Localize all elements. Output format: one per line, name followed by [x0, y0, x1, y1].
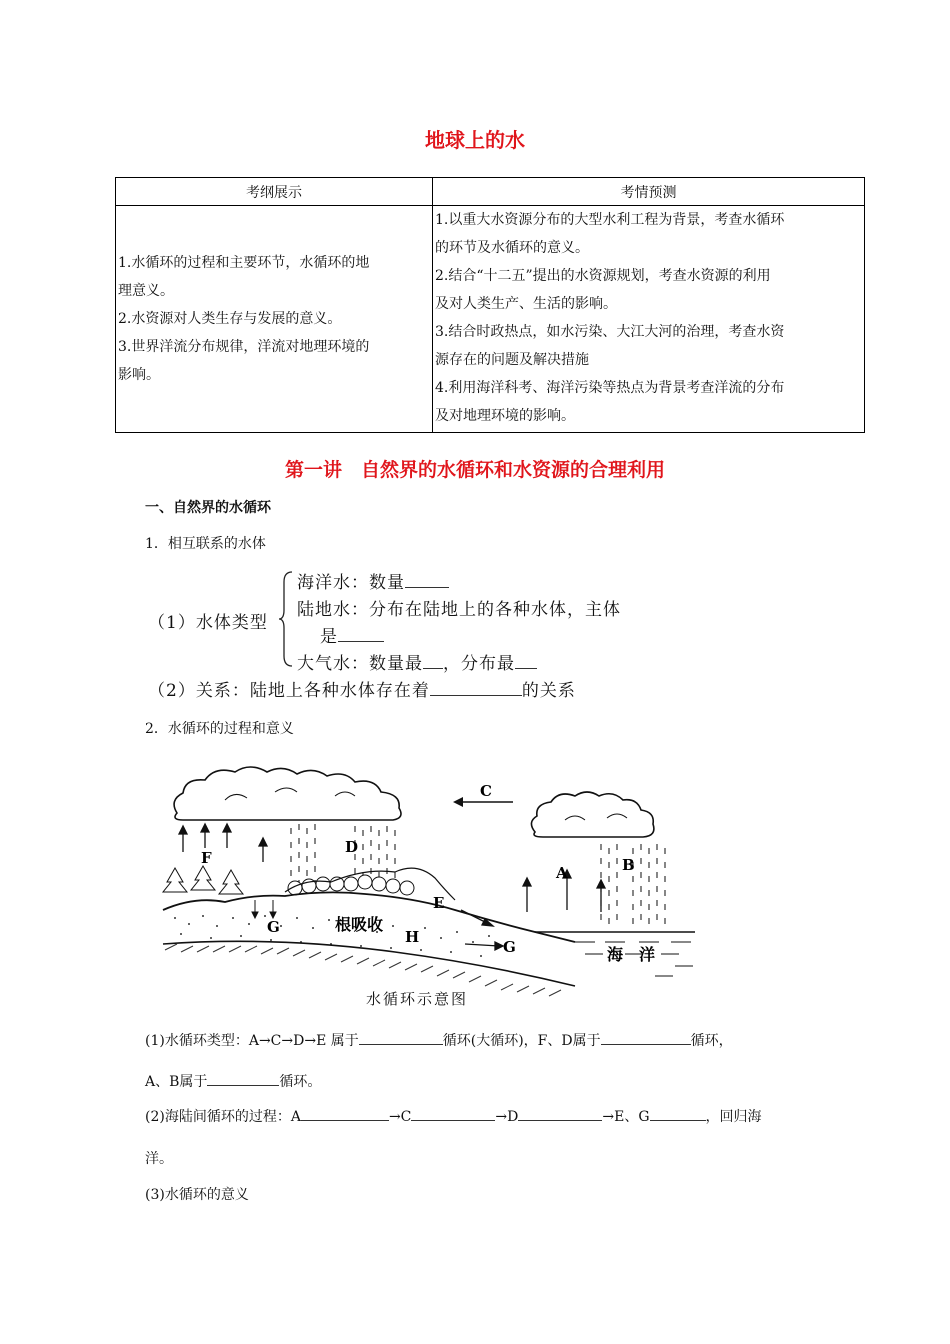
- relation-text-a: （2）关系：陆地上各种水体存在着: [148, 681, 430, 701]
- water-type-label: （1）水体类型: [148, 613, 268, 633]
- evapotranspiration-arrows-icon: [179, 824, 267, 862]
- cloud-right-icon: [531, 792, 653, 837]
- blank-field[interactable]: [301, 1106, 389, 1121]
- label-b: B: [622, 856, 635, 874]
- header-exam-outline: 考纲展示: [116, 178, 433, 206]
- atmos-water-text-a: 大气水：数量最: [297, 654, 423, 674]
- q1-text-a: (1)水循环类型：A→C→D→E 属于: [145, 1033, 359, 1049]
- blank-field[interactable]: [423, 654, 443, 669]
- outline-right-line: 2.结合“十二五”提出的水资源规划，考查水资源的利用: [435, 268, 771, 284]
- arrow-left-icon: [453, 797, 463, 807]
- label-a: A: [556, 864, 568, 882]
- q1-text-c: 循环，: [690, 1033, 733, 1049]
- outline-left-line: 2.水资源对人类生存与发展的意义。: [118, 311, 342, 327]
- exam-outline-table: [115, 177, 865, 433]
- ocean-water-line: [297, 568, 449, 593]
- label-c: C: [480, 782, 492, 800]
- root-absorption-label: 根吸收: [335, 915, 384, 934]
- blank-field[interactable]: [411, 1106, 495, 1121]
- outline-left-line: 理意义。: [118, 283, 174, 299]
- blank-field[interactable]: [650, 1106, 706, 1121]
- ocean-label: 海 洋: [607, 945, 656, 964]
- outline-right-line: 的环节及水循环的意义。: [435, 240, 589, 256]
- runoff-arrow-icon: [461, 910, 503, 950]
- blank-field[interactable]: [207, 1071, 279, 1086]
- land-water-main-text: 是: [320, 627, 338, 647]
- cloud-left-icon: [174, 767, 401, 820]
- q2-text-a: (2)海陆间循环的过程：A: [145, 1109, 301, 1125]
- label-g-runoff: G: [503, 938, 516, 956]
- question-1-line: [145, 1030, 733, 1050]
- trees-icon: [163, 866, 243, 894]
- lecture-title: 第一讲 自然界的水循环和水资源的合理利用: [284, 459, 665, 481]
- q2-text-c: →D: [495, 1109, 519, 1125]
- outline-right-cell: [433, 206, 865, 433]
- blank-field[interactable]: [359, 1030, 443, 1045]
- question-3-line: (3)水循环的意义: [145, 1187, 249, 1203]
- outline-right-line: 1.以重大水资源分布的大型水利工程为背景，考查水循环: [435, 212, 785, 228]
- blank-field[interactable]: [430, 681, 522, 696]
- blank-field[interactable]: [338, 627, 384, 642]
- subheading-water-bodies: 1．相互联系的水体: [145, 536, 266, 552]
- label-g-underground: G: [267, 918, 280, 936]
- q2-text-e: ，回归海: [705, 1109, 762, 1125]
- diagram-caption: 水循环示意图: [366, 990, 469, 1008]
- outline-right-line: 4.利用海洋科考、海洋污染等热点为背景考查洋流的分布: [435, 380, 785, 396]
- outline-right-line: 3.结合时政热点，如水污染、大江大河的治理，考查水资: [435, 324, 785, 340]
- label-h: H: [405, 928, 420, 946]
- relation-text-b: 的关系: [521, 681, 576, 701]
- outline-right-line: 及对人类生产、生活的影响。: [435, 296, 617, 312]
- brace-icon: [278, 570, 294, 668]
- atmos-water-text-b: ，分布最: [443, 654, 515, 674]
- section-heading: 一、自然界的水循环: [145, 500, 271, 516]
- relation-line: [148, 676, 576, 701]
- outline-left-line: 影响。: [118, 367, 160, 383]
- water-cycle-diagram: [155, 760, 715, 1010]
- q1-text-b: 循环(大循环)，F、D属于: [442, 1033, 601, 1049]
- doc-title: 地球上的水: [425, 128, 525, 152]
- subheading-water-cycle: 2．水循环的过程和意义: [145, 721, 294, 737]
- land-water-line: 陆地水：分布在陆地上的各种水体，主体: [297, 600, 621, 620]
- atmos-water-line: [297, 649, 537, 674]
- question-2-cont-line: 洋。: [145, 1151, 173, 1167]
- question-2-line: [145, 1106, 762, 1126]
- outline-left-line: 3.世界洋流分布规律，洋流对地理环境的: [118, 339, 370, 355]
- q2-text-b: →C: [388, 1109, 412, 1125]
- header-exam-forecast: 考情预测: [433, 178, 865, 206]
- label-e: E: [433, 894, 445, 912]
- blank-field[interactable]: [518, 1106, 602, 1121]
- blank-field[interactable]: [515, 654, 537, 669]
- question-1-cont-line: [145, 1071, 321, 1091]
- q1-text-e: 循环。: [279, 1074, 322, 1090]
- outline-left-cell: [116, 206, 433, 433]
- ocean-water-text: 海洋水：数量: [297, 573, 405, 593]
- blank-field[interactable]: [405, 573, 449, 588]
- outline-right-line: 及对地理环境的影响。: [435, 408, 575, 424]
- q1-text-d: A、B属于: [145, 1074, 208, 1090]
- outline-right-line: 源存在的问题及解决措施: [435, 352, 589, 368]
- infiltration-arrows-icon: [252, 900, 276, 918]
- label-d: D: [345, 838, 359, 856]
- label-f: F: [201, 849, 212, 867]
- blank-field[interactable]: [601, 1030, 691, 1045]
- outline-left-line: 1.水循环的过程和主要环节，水循环的地: [118, 255, 370, 271]
- q2-text-d: →E、G: [602, 1109, 650, 1125]
- land-water-main-line: [320, 622, 384, 647]
